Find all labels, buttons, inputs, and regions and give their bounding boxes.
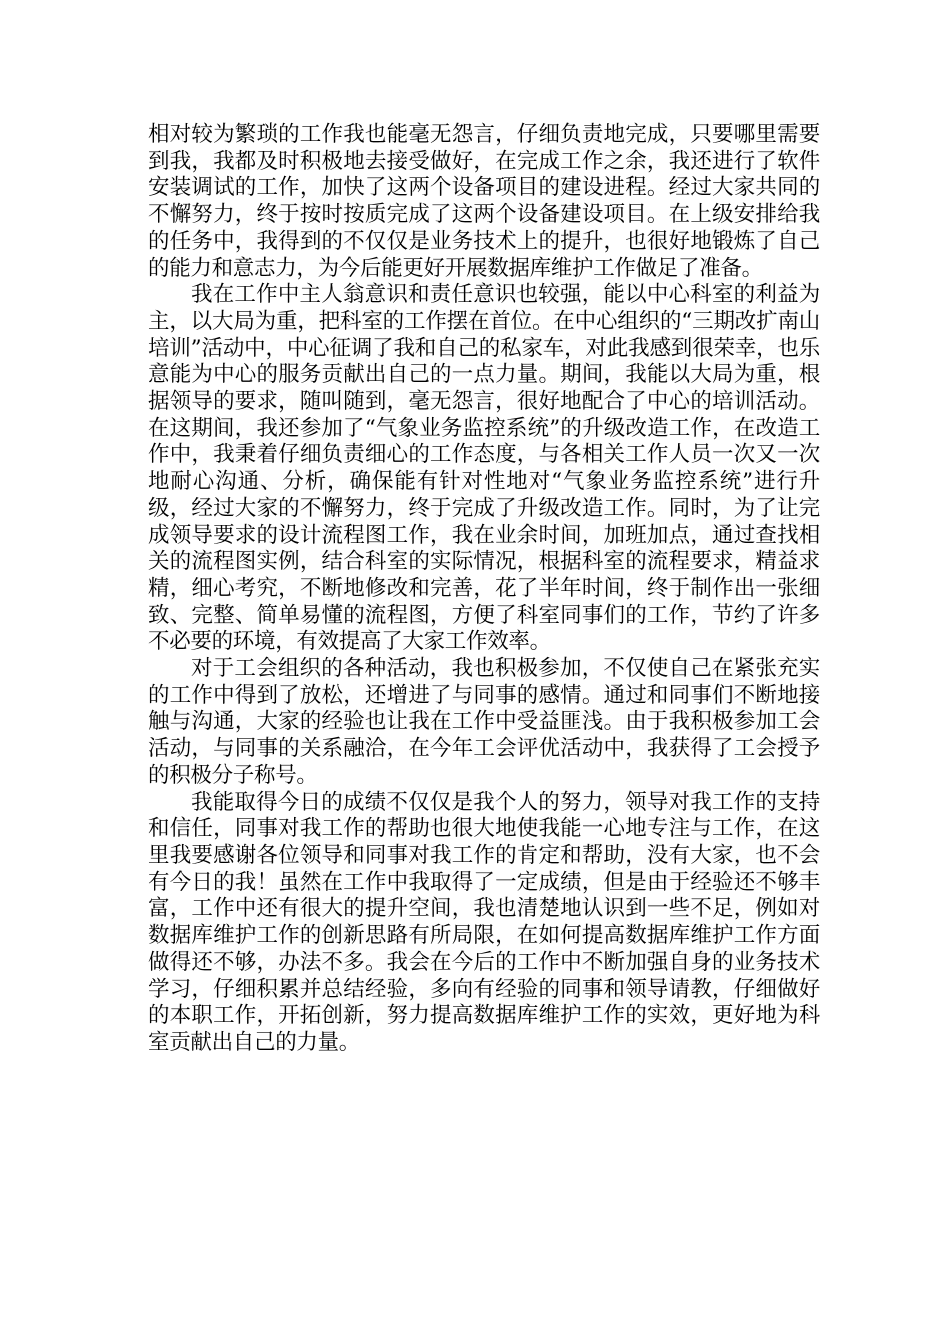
paragraph-3: 对于工会组织的各种活动，我也积极参加，不仅使自己在紧张充实的工作中得到了放松，还增进了与同事的感情。通过和同事们不断地接触与沟通，大家的经验也让我在工作中受益匪浅。由于我积极参加工会活动，与同事的关系融洽，在今年工会评优活动中，我获得了工会授予的积极分子称号。 — [148, 656, 820, 788]
paragraph-1: 相对较为繁琐的工作我也能毫无怨言，仔细负责地完成，只要哪里需要到我，我都及时积极地去接受做好，在完成工作之余，我还进行了软件安装调试的工作，加快了这两个设备项目的建设进程。经过大家共同的不懈努力，终于按时按质完成了这两个设备建设项目。在上级安排给我的任务中，我得到的不仅仅是业务技术上的提升，也很好地锻炼了自己的能力和意志力，为今后能更好开展数据库维护工作做足了准备。 — [148, 122, 820, 281]
paragraph-4: 我能取得今日的成绩不仅仅是我个人的努力，领导对我工作的支持和信任，同事对我工作的帮助也很大地使我能一心地专注与工作，在这里我要感谢各位领导和同事对我工作的肯定和帮助，没有大家，也不会有今日的我！虽然在工作中我取得了一定成绩，但是由于经验还不够丰富，工作中还有很大的提升空间，我也清楚地认识到一些不足，例如对数据库维护工作的创新思路有所局限，在如何提高数据库维护工作方面做得还不够，办法不多。我会在今后的工作中不断加强自身的业务技术学习，仔细积累并总结经验，多向有经验的同事和领导请教，仔细做好的本职工作，开拓创新，努力提高数据库维护工作的实效，更好地为科室贡献出自己的力量。 — [148, 789, 820, 1055]
document-body — [148, 122, 820, 1057]
paragraph-2: 我在工作中主人翁意识和责任意识也较强，能以中心科室的利益为主，以大局为重，把科室的工作摆在首位。在中心组织的“三期改扩南山培训”活动中，中心征调了我和自己的私家车，对此我感到很荣幸，也乐意能为中心的服务贡献出自己的一点力量。期间，我能以大局为重，根据领导的要求，随叫随到，毫无怨言，很好地配合了中心的培训活动。在这期间，我还参加了“气象业务监控系统”的升级改造工作，在改造工作中，我秉着仔细负责细心的工作态度，与各相关工作人员一次又一次地耐心沟通、分析，确保能有针对性地对“气象业务监控系统”进行升级，经过大家的不懈努力，终于完成了升级改造工作。同时，为了让完成领导要求的设计流程图工作，我在业余时间，加班加点，通过查找相关的流程图实例，结合科室的实际情况，根据科室的流程要求，精益求精，细心考究，不断地修改和完善，花了半年时间，终于制作出一张细致、完整、简单易懂的流程图，方便了科室同事们的工作，节约了许多不必要的环境，有效提高了大家工作效率。 — [148, 282, 820, 655]
